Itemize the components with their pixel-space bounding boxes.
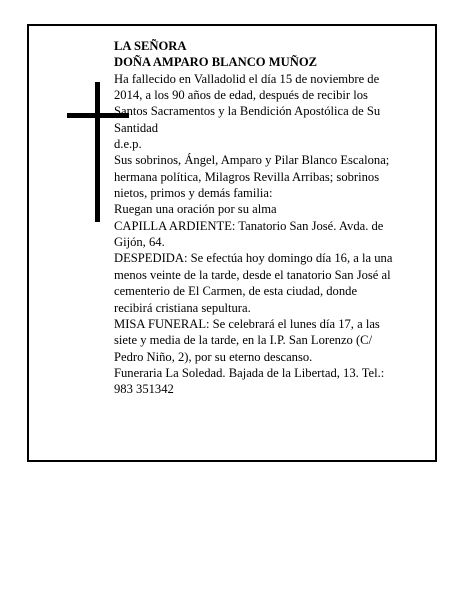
body-line: Santos Sacramentos y la Bendición Apostólica de Su	[114, 104, 381, 119]
cross-vertical-bar	[95, 82, 100, 222]
heading-title: LA SEÑORA	[114, 39, 187, 53]
body-line: 2014, a los 90 años de edad, después de recibir los	[114, 88, 368, 103]
body-line: Santidad	[114, 120, 159, 135]
body-line: hermana política, Milagros Revilla Arribas; sobrinos	[114, 169, 380, 184]
body-line: d.e.p.	[114, 137, 142, 152]
body-line: cementerio de El Carmen, de esta ciudad, donde	[114, 284, 358, 299]
body-line: Funeraria La Soledad. Bajada de la Libertad, 13. Tel.:	[114, 365, 385, 380]
body-line: recibirá cristiana sepultura.	[114, 300, 251, 315]
body-line: siete y media de la tarde, en la I.P. San Lorenzo (C/	[114, 333, 373, 348]
body-line: CAPILLA ARDIENTE: Tanatorio San José. Avda. de	[114, 218, 384, 233]
body-line: MISA FUNERAL: Se celebrará el lunes día 17, a las	[114, 316, 380, 331]
notice-text	[114, 38, 426, 398]
body-line: nietos, primos y demás familia:	[114, 186, 273, 201]
body-line: Ha fallecido en Valladolid el día 15 de noviembre de	[114, 71, 380, 86]
body-line: Pedro Niño, 2), por su eterno descanso.	[114, 349, 313, 364]
body-line: Ruegan una oración por su alma	[114, 202, 277, 217]
body-line: Sus sobrinos, Ángel, Amparo y Pilar Blanco Escalona;	[114, 153, 390, 168]
body-line: menos veinte de la tarde, desde el tanatorio San José al	[114, 267, 391, 282]
body-line: 983 351342	[114, 382, 174, 397]
heading-name: DOÑA AMPARO BLANCO MUÑOZ	[114, 55, 318, 70]
body-line: Gijón, 64.	[114, 235, 165, 250]
body-line: DESPEDIDA: Se efectúa hoy domingo día 16, a la una	[114, 251, 393, 266]
